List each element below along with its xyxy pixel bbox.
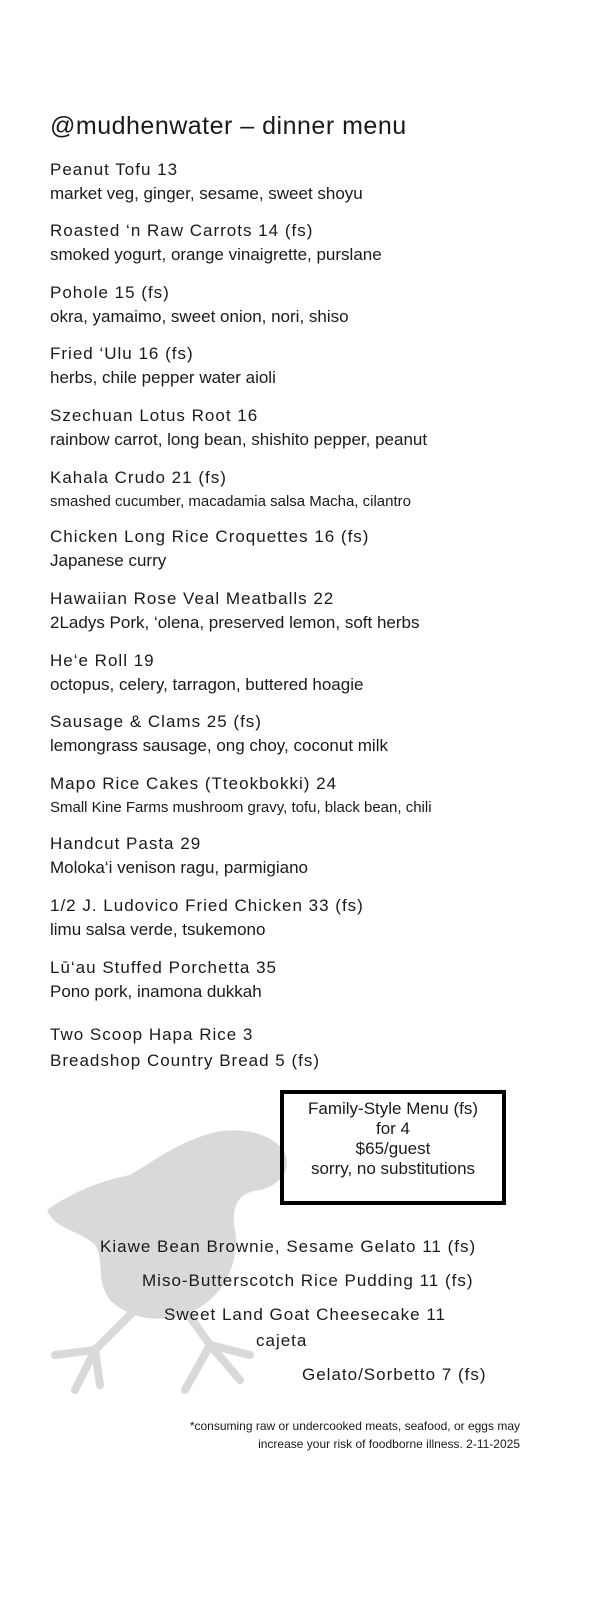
item-description: okra, yamaimo, sweet onion, nori, shiso (50, 307, 349, 326)
item-description: market veg, ginger, sesame, sweet shoyu (50, 184, 363, 203)
menu-item (50, 712, 388, 756)
dessert-item: Kiawe Bean Brownie, Sesame Gelato 11 (fs) (100, 1237, 477, 1256)
menu-item (50, 651, 363, 695)
item-name: Szechuan Lotus Root 16 (50, 406, 259, 425)
menu-item (50, 283, 349, 327)
sides-list (50, 1022, 320, 1074)
item-name: Lū‘au Stuffed Porchetta 35 (50, 958, 278, 977)
menu-item (50, 589, 419, 633)
dessert-item: Miso-Butterscotch Rice Pudding 11 (fs) (142, 1271, 474, 1290)
family-style-box (280, 1090, 506, 1205)
item-name: Pohole 15 (fs) (50, 283, 170, 302)
item-name: Roasted ‘n Raw Carrots 14 (fs) (50, 221, 314, 240)
dessert-item: Sweet Land Goat Cheesecake 11 (164, 1305, 446, 1324)
family-style-price: $65/guest (355, 1139, 431, 1158)
menu-item (50, 958, 277, 1002)
side-item: Breadshop Country Bread 5 (fs) (50, 1051, 321, 1070)
family-style-guests: for 4 (375, 1119, 411, 1138)
item-description: Pono pork, inamona dukkah (50, 982, 262, 1001)
dessert-description: cajeta (256, 1331, 308, 1350)
family-style-title: Family-Style Menu (fs) (307, 1099, 479, 1118)
item-name: Chicken Long Rice Croquettes 16 (fs) (50, 527, 370, 546)
item-name: Sausage & Clams 25 (fs) (50, 712, 262, 731)
health-disclaimer (190, 1417, 520, 1453)
menu-item (50, 834, 308, 878)
item-name: Handcut Pasta 29 (50, 834, 202, 853)
menu-item (50, 774, 432, 818)
family-style-note: sorry, no substitutions (310, 1159, 476, 1178)
disclaimer-line: *consuming raw or undercooked meats, seafood, or eggs may (189, 1419, 520, 1433)
item-description: rainbow carrot, long bean, shishito pepper, peanut (50, 430, 428, 449)
item-description: Small Kine Farms mushroom gravy, tofu, black bean, chili (50, 799, 432, 816)
disclaimer-line: increase your risk of foodborne illness. 2-11-2025 (258, 1437, 520, 1451)
menu-item (50, 221, 382, 265)
side-item: Two Scoop Hapa Rice 3 (50, 1025, 254, 1044)
item-name: Mapo Rice Cakes (Tteokbokki) 24 (50, 774, 338, 793)
menu-item (50, 527, 369, 571)
item-name: Kahala Crudo 21 (fs) (50, 468, 227, 487)
item-name: 1/2 J. Ludovico Fried Chicken 33 (fs) (50, 896, 364, 915)
menu-item (50, 406, 427, 450)
item-description: lemongrass sausage, ong choy, coconut milk (50, 736, 388, 755)
item-name: Peanut Tofu 13 (50, 160, 179, 179)
item-description: octopus, celery, tarragon, buttered hoagie (50, 675, 364, 694)
menu-item (50, 160, 363, 204)
item-description: limu salsa verde, tsukemono (50, 920, 266, 939)
item-description: smoked yogurt, orange vinaigrette, purslane (50, 245, 382, 264)
item-description: Moloka‘i venison ragu, parmigiano (50, 858, 308, 877)
item-description: 2Ladys Pork, ‘olena, preserved lemon, soft herbs (50, 613, 420, 632)
item-name: He‘e Roll 19 (50, 651, 155, 670)
item-description: Japanese curry (50, 551, 167, 570)
item-name: Hawaiian Rose Veal Meatballs 22 (50, 589, 335, 608)
item-name: Fried ‘Ulu 16 (fs) (50, 344, 194, 363)
menu-title: @mudhenwater – dinner menu (50, 112, 407, 140)
menu-item (50, 344, 276, 388)
item-description: herbs, chile pepper water aioli (50, 368, 276, 387)
item-description: smashed cucumber, macadamia salsa Macha, cilantro (50, 493, 411, 510)
dessert-item: Gelato/Sorbetto 7 (fs) (302, 1365, 487, 1384)
menu-item (50, 896, 364, 940)
menu-item (50, 468, 411, 512)
